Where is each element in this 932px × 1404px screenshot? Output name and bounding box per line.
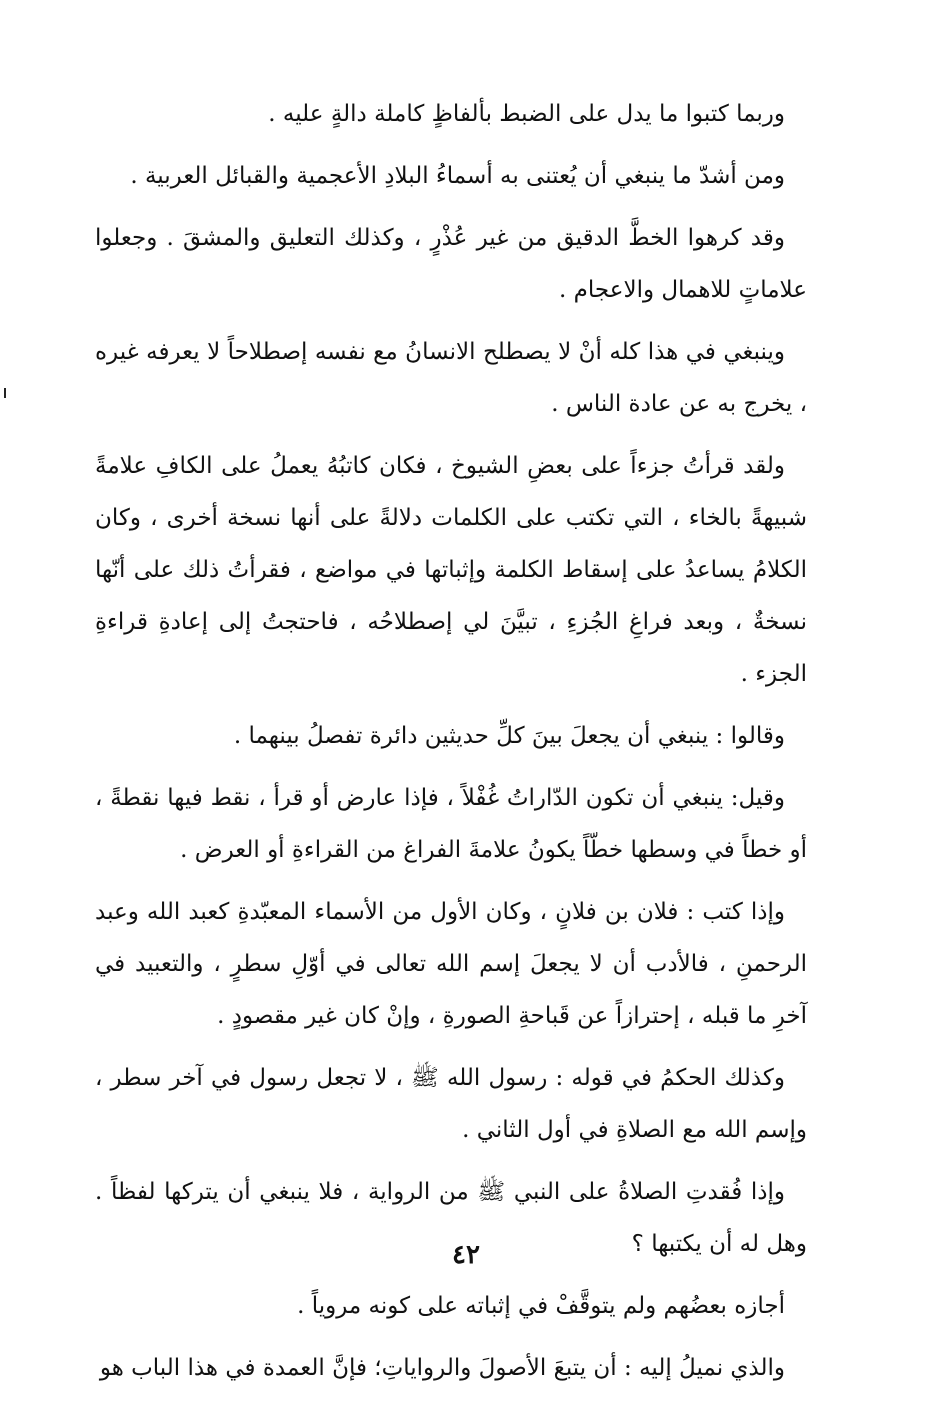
paragraph-2: ومن أشدّ ما ينبغي أن يُعتنى به أسماءُ البلادِ الأعجمية والقبائل العربية . (130, 163, 785, 189)
page-number: ٤٢ (452, 1240, 480, 1270)
paragraph-8: وإذا كتب : فلان بن فلانٍ ، وكان الأول من الأسماء المعبّدةِ كعبد الله وعبد الرحمنِ ، فالأدب أن لا يجعلَ إسم الله تعالى في أوّلِ سطرٍ ، والتعبيد في آخرِ ما قبله ، إحترازاً عن قَباحةِ الصورةِ ، وإنْ كان غير مقصودٍ . (95, 899, 807, 1029)
paragraph-1: وربما كتبوا ما يدل على الضبط بألفاظٍ كاملة دالةٍ عليه . (268, 101, 785, 127)
paragraph-3: وقد كرهوا الخطَّ الدقيق من غير عُذْرٍ ، وكذلك التعليق والمشقَ . وجعلوا علاماتٍ للاهمال والاعجام . (95, 225, 807, 303)
paragraph-10: وإذا فُقدتِ الصلاةُ على النبي ﷺ من الرواية ، فلا ينبغي أن يتركها لفظاً . وهل له أن يكتبها ؟ (95, 1179, 807, 1257)
paragraph-6: وقالوا : ينبغي أن يجعلَ بينَ كلِّ حديثين دائرة تفصلُ بينهما . (233, 723, 785, 749)
paragraph-5: ولقد قرأتُ جزءاً على بعضِ الشيوخ ، فكان كاتبُهُ يعملُ على الكافِ علامةً شبيهةً بالخاء ، التي تكتب على الكلمات دلالةً على أنها نسخة أخرى ، وكان الكلامُ يساعدُ على إسقاط الكلمة وإثباتها في مواضع ، فقرأتُ ذلك على أنّها نسخةٌ ، وبعد فراغِ الجُزءِ ، تبيَّنَ لي إصطلاحُه ، فاحتجتُ إلى إعادةِ قراءةِ الجزء . (95, 453, 807, 687)
paragraph-11: أجازه بعضُهم ولم يتوقَّفْ في إثباته على كونه مروياً . (297, 1293, 785, 1319)
paragraph-9: وكذلك الحكمُ في قوله : رسول الله ﷺ ، لا تجعل رسول في آخر سطر ، وإسم الله مع الصلاةِ في أول الثاني . (95, 1065, 807, 1143)
body-text (95, 88, 807, 1404)
margin-mark (4, 388, 6, 398)
paragraph-7: وقيل: ينبغي أن تكون الدّاراتُ غُفْلاً ، فإذا عارض أو قرأ ، نقط فيها نقطةً ، أو خطاً في وسطها خطّاً يكونُ علامةَ الفراغ من القراءةِ أو العرض . (95, 785, 807, 863)
paragraph-12: والذي نميلُ إليه : أن يتبعَ الأصولَ والرواياتِ؛ فإنَّ العمدة في هذا الباب هو (99, 1355, 785, 1381)
paragraph-4: وينبغي في هذا كله أنْ لا يصطلح الانسانُ مع نفسه إصطلاحاً لا يعرفه غيره ، يخرج به عن عادة الناس . (95, 339, 807, 417)
